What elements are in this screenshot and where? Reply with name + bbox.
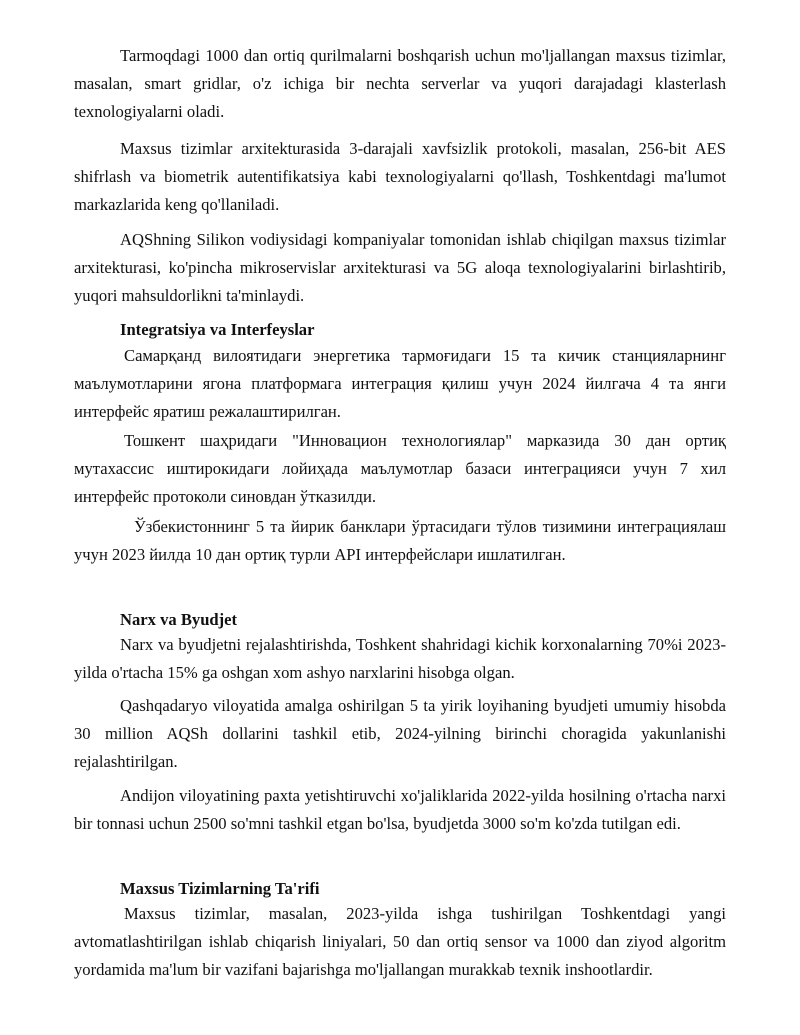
- integration-paragraph-2: [74, 427, 726, 511]
- intro-paragraph-2: [74, 135, 726, 219]
- paragraph-text: Maxsus tizimlar, masalan, 2023-yilda ishga tushirilgan Toshkentdagi yangi avtomatlashtirilgan ishlab chiqarish liniyalari, 50 dan ortiq sensor va 1000 dan ziyod algoritm yordamida ma'lum bir vazifani bajarishga mo'ljallangan murakkab texnik inshootlardir.: [74, 904, 726, 979]
- section-heading: Narx va Byudjet: [120, 610, 238, 629]
- section-heading: Integratsiya va Interfeyslar: [120, 320, 315, 339]
- budget-paragraph-2: [74, 692, 726, 776]
- section-heading-budget: [74, 606, 726, 634]
- section-heading-definition: [74, 875, 726, 903]
- paragraph-text: Тошкент шаҳридаги "Инновацион технологиялар" марказида 30 дан ортиқ мутахассис иштирокидаги лойиҳада маълумотлар базаси интеграцияси учун 7 хил интерфейс протоколи синовдан ўтказилди.: [74, 431, 726, 506]
- section-heading-integration: [74, 316, 726, 344]
- integration-paragraph-3: [74, 513, 726, 569]
- paragraph-text: Maxsus tizimlar arxitekturasida 3-darajali xavfsizlik protokoli, masalan, 256-bit AES shifrlash va biometrik autentifikatsiya kabi texnologiyalarni qo'llash, Toshkentdagi ma'lumot markazlarida keng qo'llaniladi.: [74, 139, 726, 214]
- section-heading: Maxsus Tizimlarning Ta'rifi: [120, 879, 320, 898]
- integration-paragraph-1: [74, 342, 726, 426]
- definition-paragraph-1: [74, 900, 726, 984]
- paragraph-text: Самарқанд вилоятидаги энергетика тармоғидаги 15 та кичик станцияларнинг маълумотларини ягона платформага интеграция қилиш учун 2024 йилгача 4 та янги интерфейс яратиш режалаштирилган.: [74, 346, 726, 421]
- budget-paragraph-1: [74, 631, 726, 687]
- intro-paragraph-1: [74, 42, 726, 126]
- paragraph-text: Qashqadaryo viloyatida amalga oshirilgan 5 ta yirik loyihaning byudjeti umumiy hisobda 30 million AQSh dollarini tashkil etib, 2024-yilning birinchi choragida yakunlanishi rejalashtirilgan.: [74, 696, 726, 771]
- paragraph-text: Andijon viloyatining paxta yetishtiruvchi xo'jaliklarida 2022-yilda hosilning o'rtacha narxi bir tonnasi uchun 2500 so'mni tashkil etgan bo'lsa, byudjetda 3000 so'm ko'zda tutilgan edi.: [74, 786, 726, 833]
- paragraph-text: Ўзбекистоннинг 5 та йирик банклари ўртасидаги тўлов тизимини интеграциялаш учун 2023 йилда 10 дан ортиқ турли API интерфейслари ишлатилган.: [74, 517, 726, 564]
- paragraph-text: Narx va byudjetni rejalashtirishda, Toshkent shahridagi kichik korxonalarning 70%i 2023-yilda o'rtacha 15% ga oshgan xom ashyo narxlarini hisobga olgan.: [74, 635, 726, 682]
- budget-paragraph-3: [74, 782, 726, 838]
- paragraph-text: AQShning Silikon vodiysidagi kompaniyalar tomonidan ishlab chiqilgan maxsus tizimlar arxitekturasi, ko'pincha mikroservislar arxitekturasi va 5G aloqa texnologiyalarini birlashtirib, yuqori mahsuldorlikni ta'minlaydi.: [74, 230, 726, 305]
- intro-paragraph-3: [74, 226, 726, 310]
- paragraph-text: Tarmoqdagi 1000 dan ortiq qurilmalarni boshqarish uchun mo'ljallangan maxsus tizimlar, masalan, smart gridlar, o'z ichiga bir nechta serverlar va yuqori darajadagi klasterlash texnologiyalarni oladi.: [74, 46, 726, 121]
